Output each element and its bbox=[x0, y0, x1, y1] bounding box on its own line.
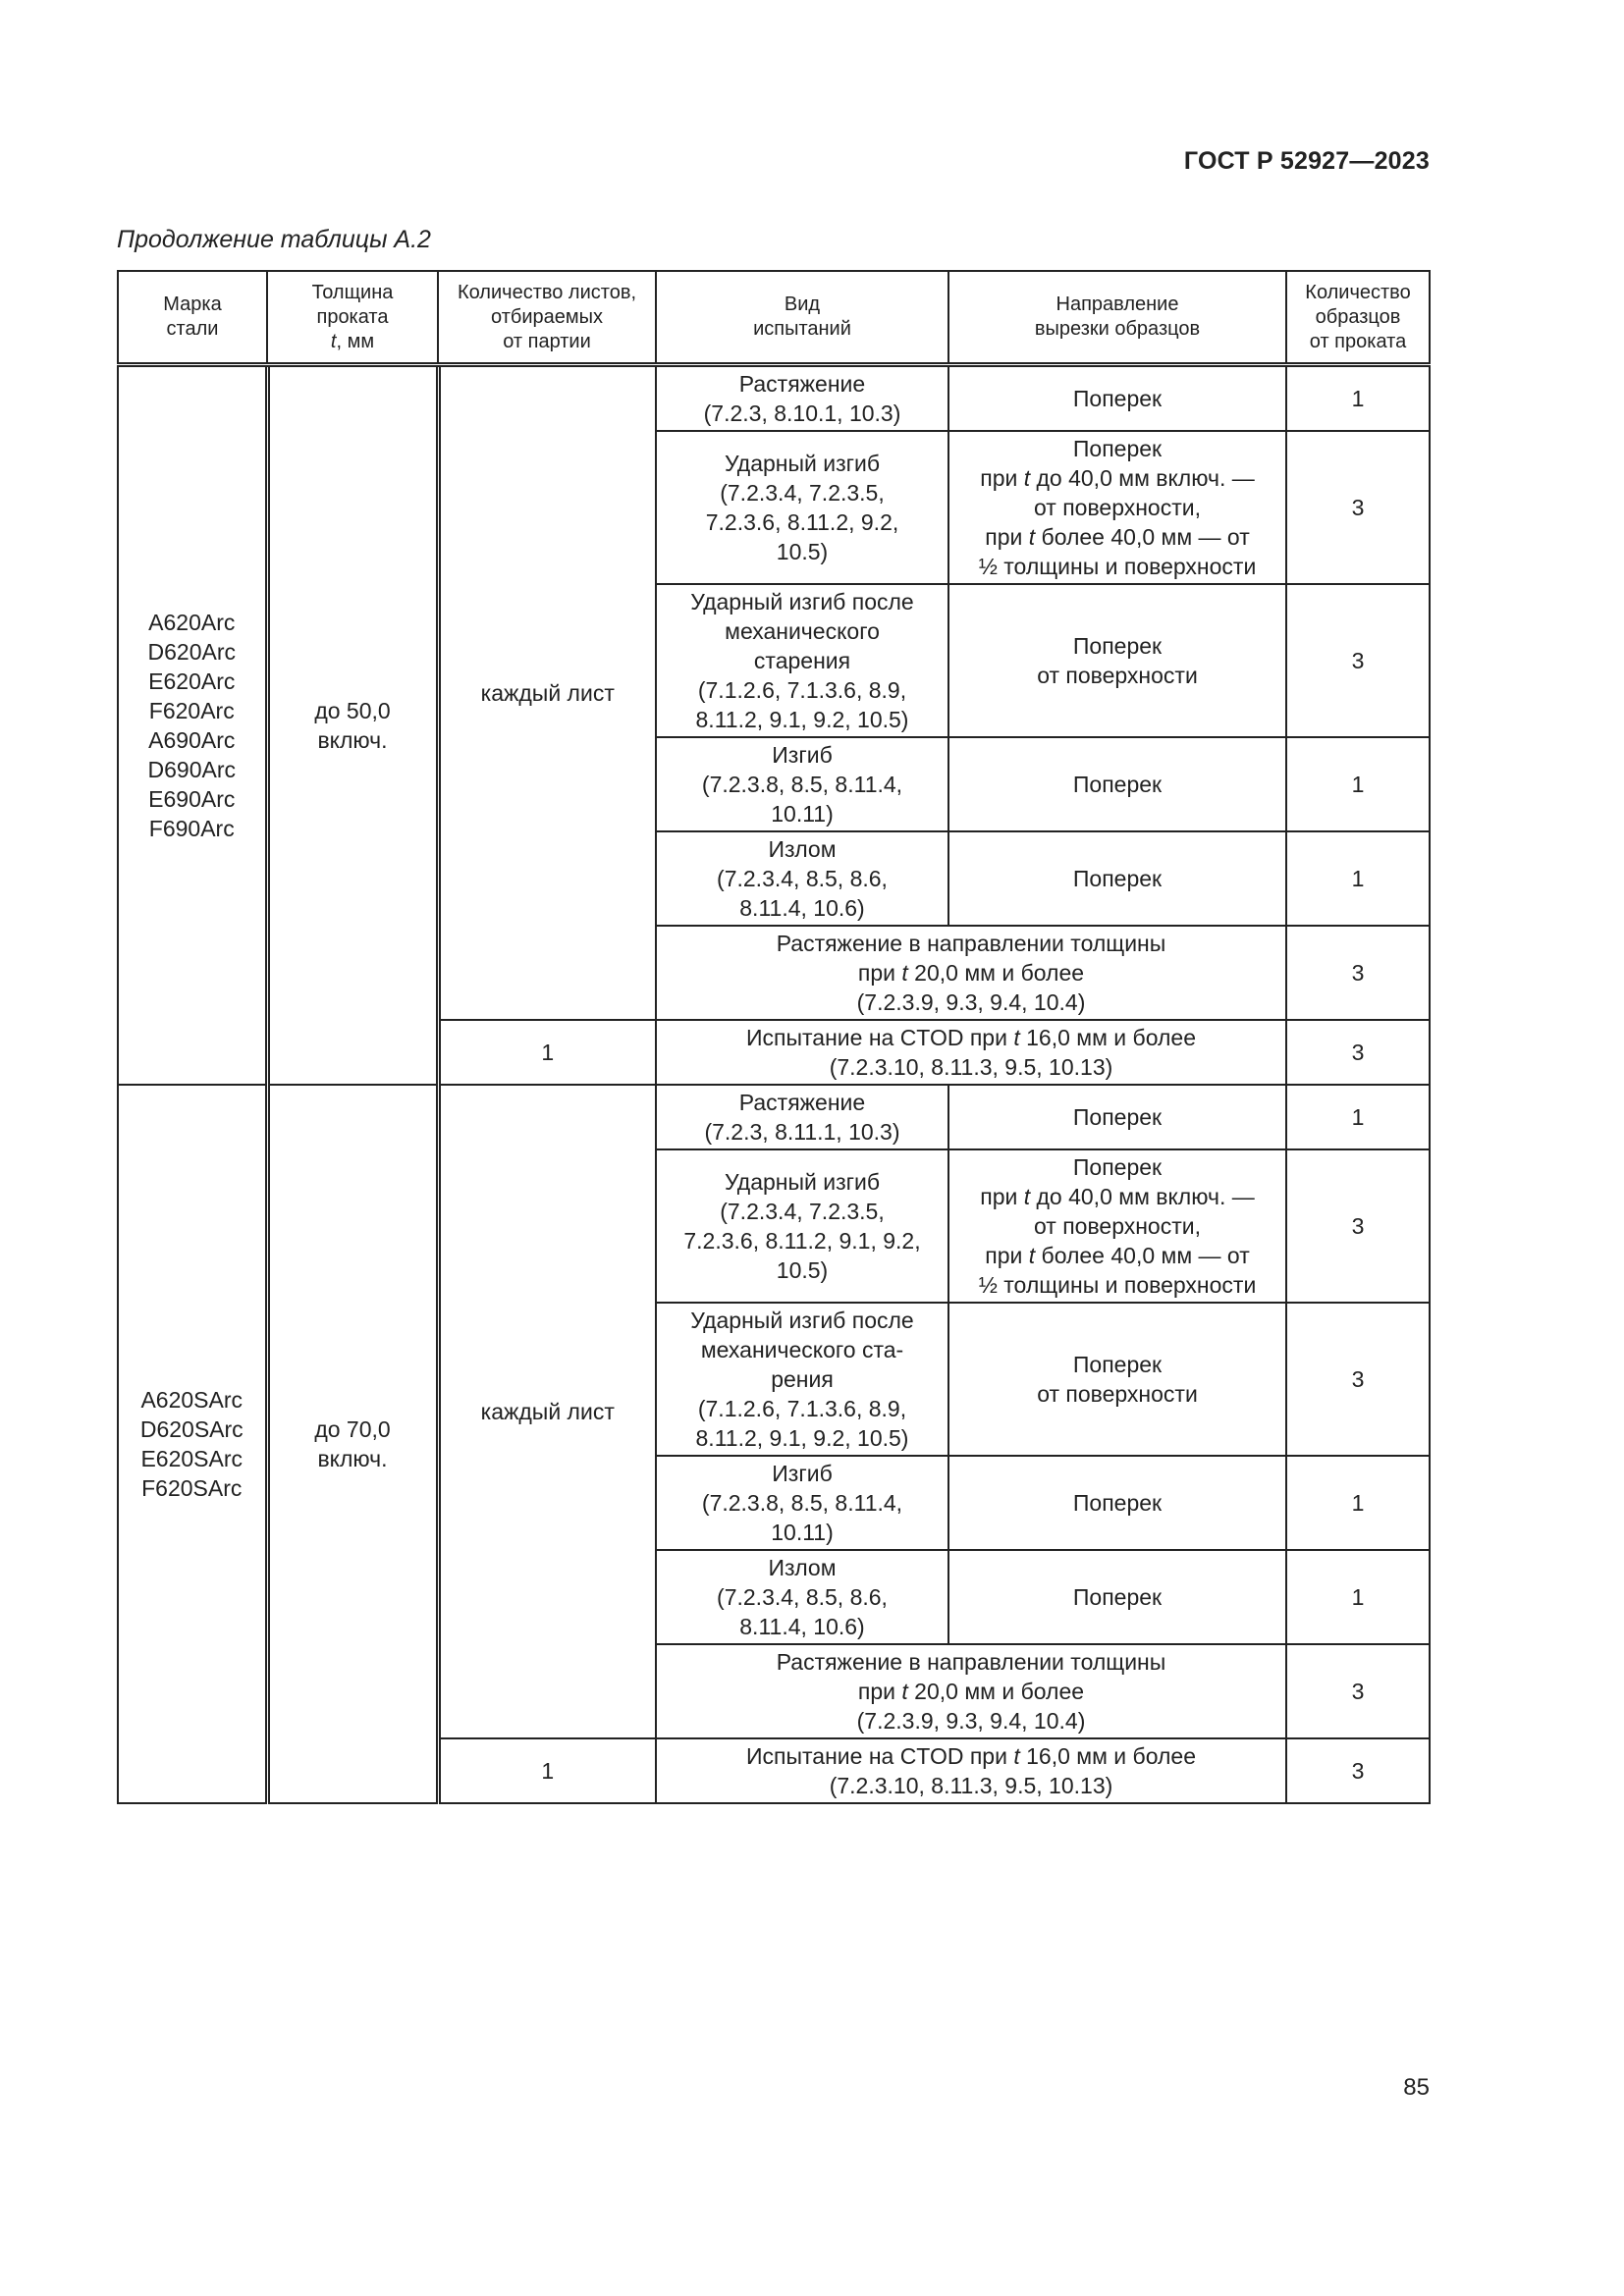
specimen-count-cell: 1 bbox=[1286, 831, 1430, 926]
specimen-count-cell: 3 bbox=[1286, 1644, 1430, 1738]
sampling-table bbox=[117, 270, 1431, 1804]
test-type-cell: Излом (7.2.3.4, 8.5, 8.6, 8.11.4, 10.6) bbox=[656, 1550, 948, 1644]
specimen-count-cell: 3 bbox=[1286, 1020, 1430, 1085]
col-header-direction: Направление вырезки образцов bbox=[948, 271, 1286, 365]
col-header-grade: Марка стали bbox=[118, 271, 267, 365]
test-type-cell: Ударный изгиб после механического старения (7.1.2.6, 7.1.3.6, 8.9, 8.11.2, 9.1, 9.2, 10.5) bbox=[656, 584, 948, 737]
specimen-count-cell: 1 bbox=[1286, 1456, 1430, 1550]
cut-direction-cell: Поперек bbox=[948, 1550, 1286, 1644]
cut-direction-cell: Поперек bbox=[948, 1456, 1286, 1550]
ctod-test-cell: Испытание на CTOD при t 16,0 мм и более (7.2.3.10, 8.11.3, 9.5, 10.13) bbox=[656, 1020, 1286, 1085]
cut-direction-cell: Поперек bbox=[948, 831, 1286, 926]
steel-grades-cell: A620SArc D620SArc E620SArc F620SArc bbox=[118, 1085, 267, 1803]
ctod-sheets-cell: 1 bbox=[438, 1738, 656, 1803]
test-type-cell: Ударный изгиб (7.2.3.4, 7.2.3.5, 7.2.3.6, 8.11.2, 9.2, 10.5) bbox=[656, 431, 948, 584]
col-header-test-type: Вид испытаний bbox=[656, 271, 948, 365]
specimen-count-cell: 3 bbox=[1286, 431, 1430, 584]
cut-direction-cell: Поперек от поверхности bbox=[948, 584, 1286, 737]
specimen-count-cell: 3 bbox=[1286, 1303, 1430, 1456]
specimen-count-cell: 3 bbox=[1286, 1149, 1430, 1303]
specimen-count-cell: 3 bbox=[1286, 1738, 1430, 1803]
ctod-sheets-cell: 1 bbox=[438, 1020, 656, 1085]
specimen-count-cell: 3 bbox=[1286, 584, 1430, 737]
col-header-thickness: Толщина проката t, мм bbox=[267, 271, 438, 365]
sheets-per-batch-cell: каждый лист bbox=[438, 365, 656, 1021]
test-type-cell: Растяжение (7.2.3, 8.11.1, 10.3) bbox=[656, 1085, 948, 1149]
ctod-test-cell: Испытание на CTOD при t 16,0 мм и более (7.2.3.10, 8.11.3, 9.5, 10.13) bbox=[656, 1738, 1286, 1803]
through-thickness-test-cell: Растяжение в направлении толщины при t 20,0 мм и более (7.2.3.9, 9.3, 9.4, 10.4) bbox=[656, 1644, 1286, 1738]
thickness-cell: до 70,0 включ. bbox=[267, 1085, 438, 1803]
through-thickness-test-cell: Растяжение в направлении толщины при t 20,0 мм и более (7.2.3.9, 9.3, 9.4, 10.4) bbox=[656, 926, 1286, 1020]
cut-direction-cell: Поперек при t до 40,0 мм включ. — от поверхности, при t более 40,0 мм — от ½ толщины и поверхности bbox=[948, 1149, 1286, 1303]
steel-grades-cell: A620Arc D620Arc E620Arc F620Arc A690Arc D690Arc E690Arc F690Arc bbox=[118, 365, 267, 1086]
specimen-count-cell: 3 bbox=[1286, 926, 1430, 1020]
test-type-cell: Растяжение (7.2.3, 8.10.1, 10.3) bbox=[656, 365, 948, 432]
table-body bbox=[118, 365, 1430, 1804]
test-type-cell: Излом (7.2.3.4, 8.5, 8.6, 8.11.4, 10.6) bbox=[656, 831, 948, 926]
test-type-cell: Ударный изгиб после механического ста- рения (7.1.2.6, 7.1.3.6, 8.9, 8.11.2, 9.1, 9.2, 10.5) bbox=[656, 1303, 948, 1456]
test-type-cell: Ударный изгиб (7.2.3.4, 7.2.3.5, 7.2.3.6, 8.11.2, 9.1, 9.2, 10.5) bbox=[656, 1149, 948, 1303]
cut-direction-cell: Поперек bbox=[948, 737, 1286, 831]
col-header-sheets: Количество листов, отбираемых от партии bbox=[438, 271, 656, 365]
specimen-count-cell: 1 bbox=[1286, 1085, 1430, 1149]
col-header-count: Количество образцов от проката bbox=[1286, 271, 1430, 365]
cut-direction-cell: Поперек bbox=[948, 365, 1286, 432]
page-number: 85 bbox=[1403, 2074, 1430, 2101]
table-caption: Продолжение таблицы А.2 bbox=[117, 226, 431, 253]
table-header-row bbox=[118, 271, 1430, 365]
specimen-count-cell: 1 bbox=[1286, 737, 1430, 831]
thickness-cell: до 50,0 включ. bbox=[267, 365, 438, 1086]
sheets-per-batch-cell: каждый лист bbox=[438, 1085, 656, 1738]
document-code: ГОСТ Р 52927—2023 bbox=[1183, 147, 1430, 175]
cut-direction-cell: Поперек bbox=[948, 1085, 1286, 1149]
cut-direction-cell: Поперек от поверхности bbox=[948, 1303, 1286, 1456]
table-row bbox=[118, 1085, 1430, 1149]
test-type-cell: Изгиб (7.2.3.8, 8.5, 8.11.4, 10.11) bbox=[656, 737, 948, 831]
test-type-cell: Изгиб (7.2.3.8, 8.5, 8.11.4, 10.11) bbox=[656, 1456, 948, 1550]
table-row bbox=[118, 365, 1430, 432]
specimen-count-cell: 1 bbox=[1286, 1550, 1430, 1644]
cut-direction-cell: Поперек при t до 40,0 мм включ. — от поверхности, при t более 40,0 мм — от ½ толщины и поверхности bbox=[948, 431, 1286, 584]
specimen-count-cell: 1 bbox=[1286, 365, 1430, 432]
